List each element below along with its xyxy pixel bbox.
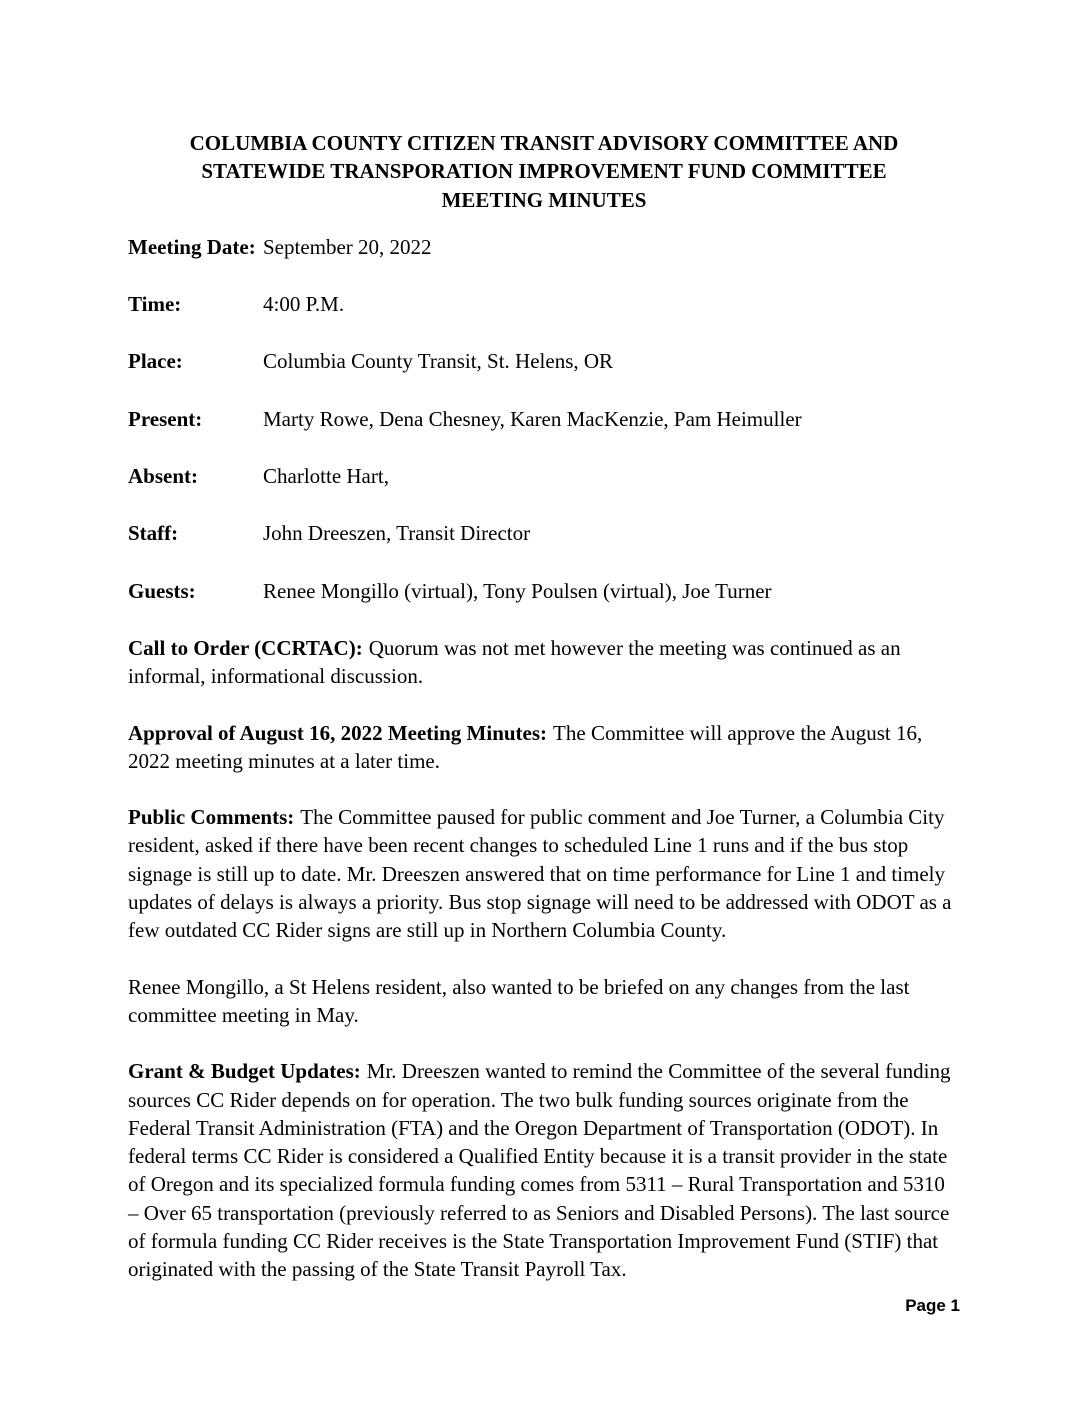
page-number: Page 1 xyxy=(905,1296,960,1315)
meta-label: Present: xyxy=(128,406,203,431)
section-heading: Public Comments: xyxy=(128,805,295,830)
section-heading: Call to Order (CCRTAC): xyxy=(128,635,363,660)
section-text: Renee Mongillo, a St Helens resident, also wanted to be briefed on any changes from the last committee meeting in May. xyxy=(128,974,910,1027)
meeting-info-block xyxy=(128,233,960,605)
section-text: The Committee paused for public comment and Joe Turner, a Columbia City resident, asked if there have been recent changes to scheduled Line 1 runs and if the bus stop signage is still up to date. Mr. Dreeszen answered that on time performance for Line 1 and timely updates of delays is always a priority. Bus stop signage will need to be addressed with ODOT as a few outdated CC Rider signs are still up in Northern Columbia County. xyxy=(128,805,952,943)
meta-value: Columbia County Transit, St. Helens, OR xyxy=(263,349,614,374)
title-line-2: STATEWIDE TRANSPORATION IMPROVEMENT FUND COMMITTEE xyxy=(201,159,887,184)
meta-row-meeting-date xyxy=(128,233,960,261)
meta-label: Guests: xyxy=(128,578,196,603)
meta-label: Place: xyxy=(128,349,183,374)
meta-value: Renee Mongillo (virtual), Tony Poulsen (virtual), Joe Turner xyxy=(263,578,772,603)
meta-label: Absent: xyxy=(128,464,199,489)
section-grant-budget-updates xyxy=(128,1057,960,1283)
meta-row-place xyxy=(128,347,960,375)
meta-row-time xyxy=(128,290,960,318)
section-heading: Grant & Budget Updates: xyxy=(128,1059,361,1084)
section-call-to-order xyxy=(128,634,960,691)
section-approval-of-minutes xyxy=(128,719,960,776)
meta-value: John Dreeszen, Transit Director xyxy=(263,521,531,546)
document-title xyxy=(128,129,960,214)
meta-row-present xyxy=(128,405,960,433)
section-text: Mr. Dreeszen wanted to remind the Committee of the several funding sources CC Rider depends on for operation. The two bulk funding sources originate from the Federal Transit Administration (FTA) and the Oregon Department of Transportation (ODOT). In federal terms CC Rider is considered a Qualified Entity because it is a transit provider in the state of Oregon and its specialized formula funding comes from 5311 – Rural Transportation and 5310 – Over 65 transportation (previously referred to as Seniors and Disabled Persons). The last source of formula funding CC Rider receives is the State Transportation Improvement Fund (STIF) that originated with the passing of the State Transit Payroll Tax. xyxy=(128,1059,951,1282)
section-text: Quorum was not met however the meeting was continued as an informal, informational discussion. xyxy=(128,635,901,689)
section-text: The Committee will approve the August 16, 2022 meeting minutes at a later time. xyxy=(128,720,923,773)
title-line-3: MEETING MINUTES xyxy=(441,187,647,212)
minutes-body xyxy=(128,634,960,1284)
section-heading: Approval of August 16, 2022 Meeting Minutes: xyxy=(128,720,548,745)
meta-value: September 20, 2022 xyxy=(263,234,432,259)
meta-row-staff xyxy=(128,519,960,547)
title-line-1: COLUMBIA COUNTY CITIZEN TRANSIT ADVISORY COMMITTEE AND xyxy=(189,131,899,155)
section-public-comments xyxy=(128,803,960,944)
meta-value: Marty Rowe, Dena Chesney, Karen MacKenzie, Pam Heimuller xyxy=(263,406,802,431)
meta-label: Staff: xyxy=(128,521,179,546)
meta-label: Meeting Date: xyxy=(128,234,256,259)
meta-label: Time: xyxy=(128,292,182,317)
meta-value: Charlotte Hart, xyxy=(263,464,389,489)
meta-row-guests xyxy=(128,577,960,605)
section-public-comments-continued xyxy=(128,973,960,1030)
meta-row-absent xyxy=(128,462,960,490)
meta-value: 4:00 P.M. xyxy=(263,292,345,317)
